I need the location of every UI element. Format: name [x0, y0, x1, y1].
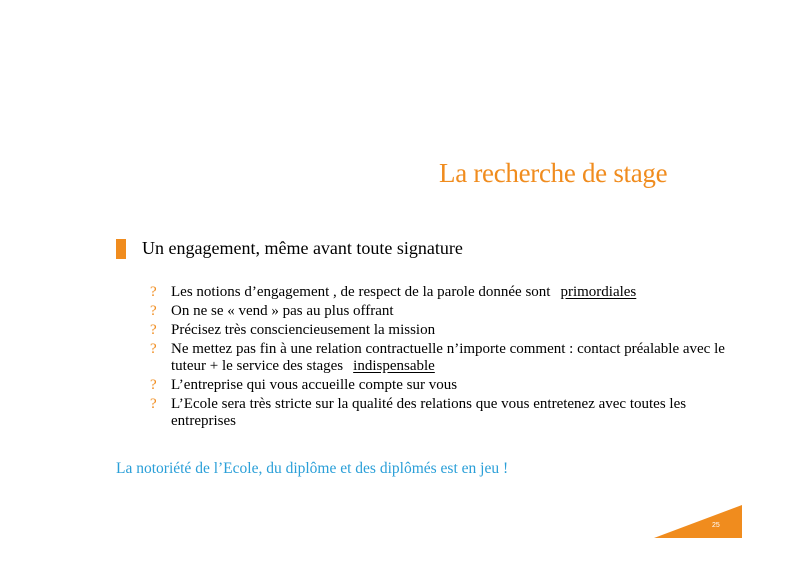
emphasis-text: primordiales	[560, 284, 637, 300]
sub-bullet	[150, 303, 730, 320]
question-mark-bullet-icon: ?	[150, 284, 157, 300]
slide-title: La recherche de stage	[439, 158, 668, 188]
question-mark-bullet-icon: ?	[150, 303, 157, 319]
sub-bullet-text: On ne se « vend » pas au plus offrant	[171, 303, 394, 319]
question-mark-bullet-icon: ?	[150, 341, 157, 357]
corner-triangle-decoration	[654, 505, 742, 538]
question-mark-bullet-icon: ?	[150, 377, 157, 393]
sub-bullet	[150, 322, 730, 339]
main-bullet	[116, 238, 463, 259]
sub-bullet-list	[150, 284, 730, 432]
sub-bullet-text: Ne mettez pas fin à une relation contractuelle n’importe comment : contact préalable avec le tuteur + le service des stages	[171, 341, 725, 374]
sub-bullet-text: Précisez très consciencieusement la mission	[171, 322, 436, 338]
sub-bullet-text: L’Ecole sera très stricte sur la qualité des relations que vous entretenez avec toutes les entreprises	[171, 396, 687, 429]
question-mark-bullet-icon: ?	[150, 322, 157, 338]
sub-bullet-text: L’entreprise qui vous accueille compte sur vous	[171, 377, 458, 393]
footer-note: La notoriété de l’Ecole, du diplôme et des diplômés est en jeu !	[116, 460, 509, 477]
sub-bullet	[150, 284, 730, 301]
sub-bullet	[150, 341, 730, 375]
sub-bullet	[150, 377, 730, 394]
bullet-bar-icon	[116, 239, 126, 259]
question-mark-bullet-icon: ?	[150, 396, 157, 412]
emphasis-text: indispensable	[353, 358, 435, 374]
sub-bullet-text: Les notions d’engagement , de respect de la parole donnée sont	[171, 284, 551, 300]
page-number: 25	[712, 522, 720, 529]
sub-bullet	[150, 396, 730, 430]
main-bullet-text: Un engagement, même avant toute signature	[142, 238, 463, 258]
